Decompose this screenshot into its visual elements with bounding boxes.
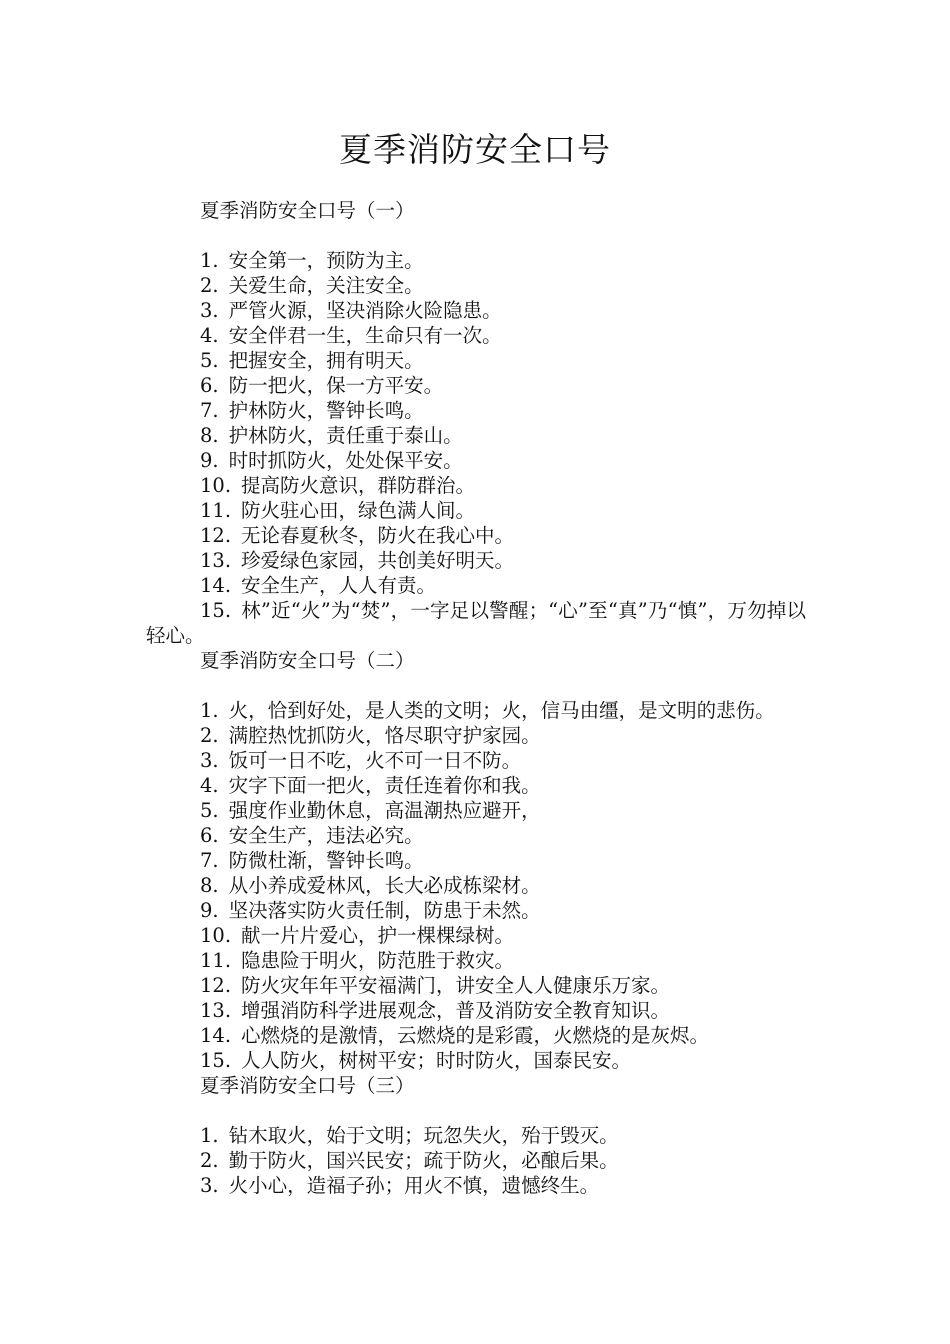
section-heading-1: 夏季消防安全口号（一）: [200, 199, 415, 222]
list-item: 11. 隐患险于明火，防范胜于救灾。: [200, 949, 515, 972]
list-item: 12. 防火灾年年平安福满门，讲安全人人健康乐万家。: [200, 974, 671, 997]
list-item: 2. 关爱生命，关注安全。: [200, 274, 424, 297]
list-item: 13. 增强消防科学进展观念，普及消防安全教育知识。: [200, 999, 671, 1022]
list-item: 3. 火小心，造福子孙；用火不慎，遗憾终生。: [200, 1174, 600, 1197]
list-item: 6. 防一把火，保一方平安。: [200, 374, 444, 397]
document-title: 夏季消防安全口号: [339, 130, 611, 169]
list-item: 12. 无论春夏秋冬，防火在我心中。: [200, 524, 515, 547]
list-item: 4. 安全伴君一生，生命只有一次。: [200, 324, 502, 347]
list-item: 14. 安全生产，人人有责。: [200, 574, 437, 597]
list-item: 5. 把握安全，拥有明天。: [200, 349, 424, 372]
list-item: 3. 饭可一日不吃，火不可一日不防。: [200, 749, 522, 772]
list-item: 4. 灾字下面一把火，责任连着你和我。: [200, 774, 541, 797]
list-item: 2. 勤于防火，国兴民安；疏于防火，必酿后果。: [200, 1149, 619, 1172]
list-item: 1. 火，恰到好处，是人类的文明；火，信马由缰，是文明的悲伤。: [200, 699, 775, 722]
list-item: 8. 从小养成爱林风，长大必成栋梁材。: [200, 874, 541, 897]
list-item: 1. 钻木取火，始于文明；玩忽失火，殆于毁灭。: [200, 1124, 619, 1147]
list-item: 8. 护林防火，责任重于泰山。: [200, 424, 463, 447]
blank-line: [146, 1098, 806, 1123]
list-item: 14. 心燃烧的是激情，云燃烧的是彩霞，火燃烧的是灰烬。: [200, 1024, 710, 1047]
list-item: 11. 防火驻心田，绿色满人间。: [200, 499, 476, 522]
list-item: 9. 时时抓防火，处处保平安。: [200, 449, 463, 472]
list-item: 13. 珍爱绿色家园，共创美好明天。: [200, 549, 515, 572]
section-heading-2: 夏季消防安全口号（二）: [200, 649, 415, 672]
list-item: 2. 满腔热忱抓防火，恪尽职守护家园。: [200, 724, 541, 747]
list-item: 3. 严管火源，坚决消除火险隐患。: [200, 299, 502, 322]
list-item: 5. 强度作业勤休息，高温潮热应避开，: [200, 799, 541, 822]
list-item: 1. 安全第一，预防为主。: [200, 249, 424, 272]
blank-line: [146, 673, 806, 698]
list-item: 7. 防微杜渐，警钟长鸣。: [200, 849, 424, 872]
list-item: 15. 人人防火，树树平安；时时防火，国泰民安。: [200, 1049, 632, 1072]
list-item: 7. 护林防火，警钟长鸣。: [200, 399, 424, 422]
document-body: [146, 198, 806, 1198]
list-item: 6. 安全生产，违法必究。: [200, 824, 424, 847]
list-item: 10. 献一片片爱心，护一棵棵绿树。: [200, 924, 515, 947]
section-heading-3: 夏季消防安全口号（三）: [200, 1074, 415, 1097]
list-item: 10. 提高防火意识，群防群治。: [200, 474, 476, 497]
blank-line: [146, 223, 806, 248]
list-item: 9. 坚决落实防火责任制，防患于未然。: [200, 899, 541, 922]
list-item: 15. 林”近“火”为“焚”，一字足以警醒；“心”至“真”乃“慎”，万勿掉以轻心。: [146, 599, 806, 647]
